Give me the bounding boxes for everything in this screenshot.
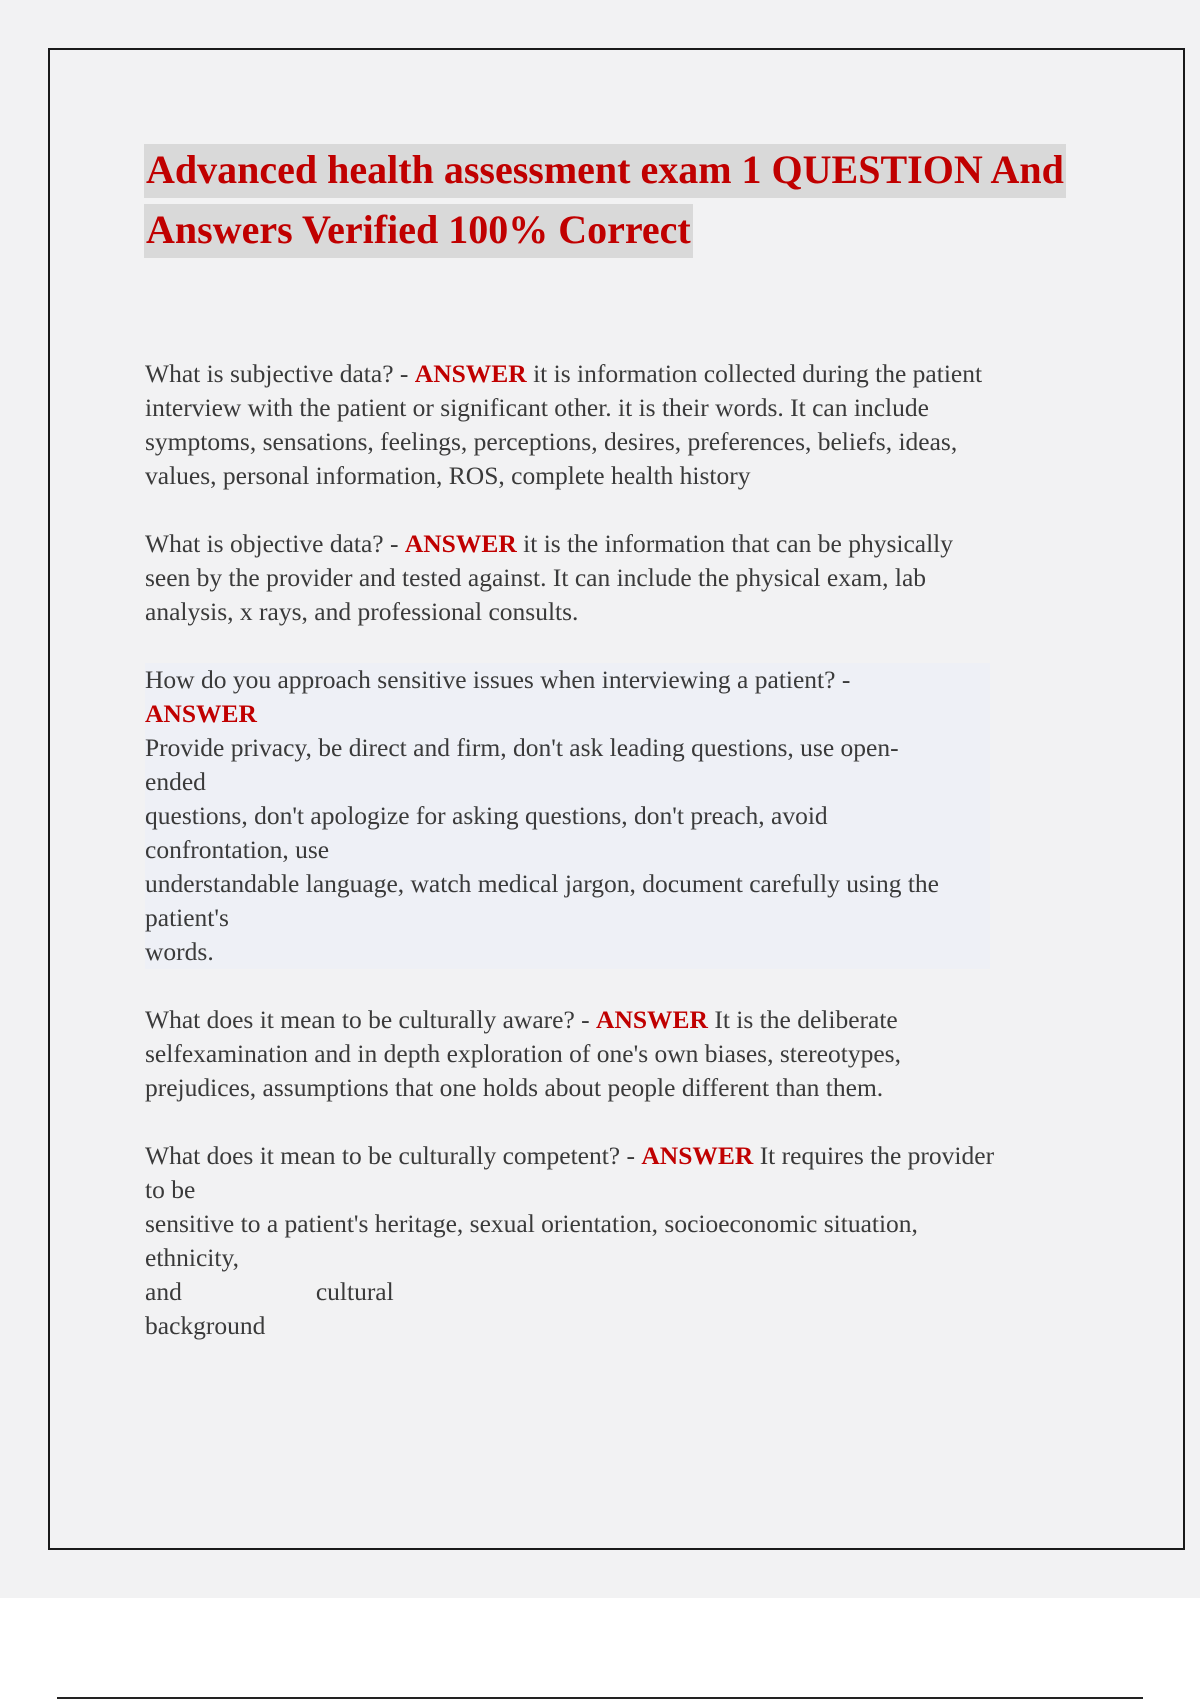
answer-label: ANSWER bbox=[145, 699, 257, 728]
answer-text: selfexamination and in depth exploration of one's own biases, stereotypes, bbox=[145, 1039, 901, 1068]
answer-label: ANSWER bbox=[596, 1005, 708, 1034]
answer-text: and bbox=[145, 1277, 182, 1306]
answer-text: sensitive to a patient's heritage, sexual orientation, socioeconomic situation, bbox=[145, 1209, 918, 1238]
answer-text: symptoms, sensations, feelings, perceptions, desires, preferences, beliefs, ideas, bbox=[145, 427, 958, 456]
answer-text: prejudices, assumptions that one holds about people different than them. bbox=[145, 1073, 884, 1102]
answer-text: interview with the patient or significant other. it is their words. It can include bbox=[145, 393, 929, 422]
answer-text: values, personal information, ROS, complete health history bbox=[145, 461, 751, 490]
title-line-1: Advanced health assessment exam 1 QUESTION And bbox=[144, 144, 1066, 198]
answer-text: patient's bbox=[145, 903, 229, 932]
title-line-2: Answers Verified 100% Correct bbox=[144, 204, 693, 258]
qa-item-objective bbox=[145, 527, 1085, 629]
answer-text: ethnicity, bbox=[145, 1243, 239, 1272]
answer-text: seen by the provider and tested against. It can include the physical exam, lab bbox=[145, 563, 927, 592]
question-text: What is objective data? - bbox=[145, 529, 405, 558]
answer-text: It requires the provider bbox=[759, 1141, 995, 1170]
qa-item-sensitive-issues bbox=[145, 663, 990, 969]
next-page-top-rule bbox=[57, 1697, 1143, 1699]
answer-text: to be bbox=[145, 1175, 196, 1204]
question-text: What is subjective data? - bbox=[145, 359, 415, 388]
answer-text: ended bbox=[145, 767, 206, 796]
qa-item-culturally-aware bbox=[145, 1003, 1085, 1105]
answer-text: cultural bbox=[315, 1277, 394, 1306]
question-text: What does it mean to be culturally aware? - bbox=[145, 1005, 597, 1034]
answer-text: understandable language, watch medical jargon, document carefully using the bbox=[145, 869, 939, 898]
answer-label: ANSWER bbox=[414, 359, 527, 388]
answer-label: ANSWER bbox=[404, 529, 517, 558]
answer-text: confrontation, use bbox=[145, 835, 330, 864]
answer-text: it is information collected during the patient bbox=[533, 359, 983, 388]
qa-list bbox=[145, 357, 1085, 1377]
qa-item-subjective bbox=[145, 357, 1085, 493]
answer-text: analysis, x rays, and professional consults. bbox=[145, 597, 579, 626]
answer-text: it is the information that can be physically bbox=[523, 529, 954, 558]
answer-text: words. bbox=[145, 937, 214, 966]
question-text: How do you approach sensitive issues when interviewing a patient? - bbox=[145, 665, 851, 694]
answer-text: Provide privacy, be direct and firm, don't ask leading questions, use open- bbox=[145, 733, 899, 762]
qa-item-culturally-competent bbox=[145, 1139, 1085, 1343]
answer-text: background bbox=[145, 1311, 266, 1340]
page-gap bbox=[0, 1598, 1200, 1700]
answer-text: It is the deliberate bbox=[714, 1005, 898, 1034]
answer-label: ANSWER bbox=[641, 1141, 754, 1170]
question-text: What does it mean to be culturally competent? - bbox=[145, 1141, 642, 1170]
answer-text: questions, don't apologize for asking questions, don't preach, avoid bbox=[145, 801, 828, 830]
document-title bbox=[144, 144, 1084, 264]
